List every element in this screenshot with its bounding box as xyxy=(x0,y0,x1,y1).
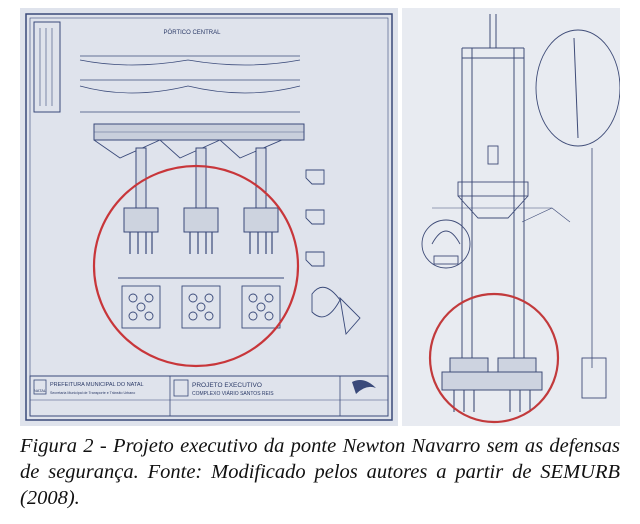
title-block xyxy=(30,376,388,416)
detail-circle-small xyxy=(422,220,470,268)
left-drawing-photo xyxy=(20,8,398,426)
caption-text: Figura 2 - Projeto executivo da ponte Newton Navarro sem as defensas de segurança. Fonte: Modificado pelos autores a partir de SEMURB (2008). xyxy=(20,435,620,509)
drawing-title: PÓRTICO CENTRAL xyxy=(163,30,221,36)
figure-caption xyxy=(20,433,620,511)
natal-logo-text: NATAL xyxy=(33,388,47,393)
org-department: Secretaria Municipal de Transporte e Trânsito Urbano xyxy=(50,391,136,395)
project-subtitle: COMPLEXO VIÁRIO SANTOS REIS xyxy=(192,391,274,397)
highlight-circle-right xyxy=(430,294,558,422)
section-details xyxy=(306,170,360,334)
right-drawing-photo xyxy=(402,8,620,426)
stamp-box xyxy=(34,22,60,112)
portico-blueprint xyxy=(20,8,398,426)
logo-icon xyxy=(352,380,376,394)
project-title: PROJETO EXECUTIVO xyxy=(192,382,262,389)
pile-cap-plans xyxy=(118,278,284,328)
org-name: PREFEITURA MUNICIPAL DO NATAL xyxy=(50,382,144,388)
tower-blueprint xyxy=(402,8,620,426)
